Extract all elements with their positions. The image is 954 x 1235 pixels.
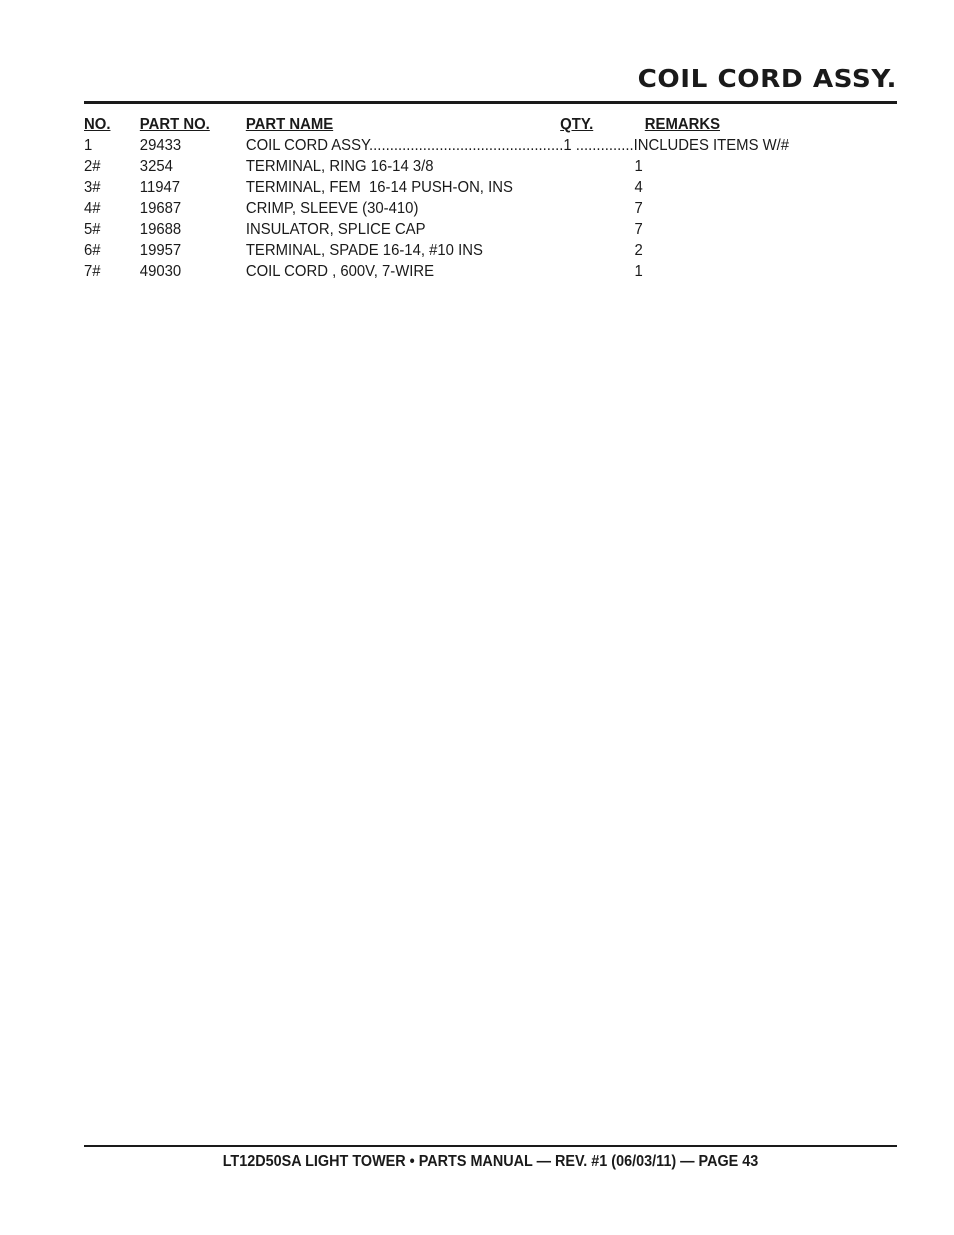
row-qty: 1 (634, 158, 643, 175)
table-row (84, 156, 840, 177)
page-footer: LT12D50SA LIGHT TOWER • PARTS MANUAL — REV. #1 (06/03/11) — PAGE 43 (222, 1153, 759, 1170)
page-title: COIL CORD ASSY. (637, 64, 897, 93)
row-qty: 2 (634, 242, 643, 259)
row-no: 3# (84, 179, 101, 196)
row-part-no: 29433 (139, 137, 182, 154)
row-remarks: INCLUDES ITEMS W/# (633, 137, 790, 154)
header-no: NO. (84, 116, 111, 133)
row-no: 5# (84, 221, 101, 238)
table-row (84, 135, 840, 156)
row-part-name: TERMINAL, FEM 16-14 PUSH-ON, INS (245, 179, 513, 196)
dot-leader: .............. (571, 137, 634, 154)
footer-rule (84, 1145, 897, 1147)
row-part-name-leader (245, 135, 790, 156)
row-part-no: 19687 (139, 200, 182, 217)
row-no: 4# (84, 200, 101, 217)
table-row (84, 177, 840, 198)
row-part-no: 19957 (139, 242, 182, 259)
row-part-name: TERMINAL, SPADE 16-14, #10 INS (245, 242, 483, 259)
row-no: 7# (84, 263, 101, 280)
table-row (84, 219, 840, 240)
table-header-row (84, 114, 840, 135)
row-no: 6# (84, 242, 101, 259)
row-part-no: 49030 (139, 263, 182, 280)
row-part-name: CRIMP, SLEEVE (30-410) (245, 200, 419, 217)
table-row (84, 240, 840, 261)
title-rule (84, 101, 897, 104)
header-remarks: REMARKS (644, 116, 721, 133)
table-row (84, 198, 840, 219)
row-part-no: 11947 (139, 179, 181, 196)
row-qty: 7 (634, 200, 643, 217)
row-part-name: COIL CORD ASSY. (245, 137, 374, 154)
header-part-name: PART NAME (245, 116, 334, 133)
row-qty: 4 (634, 179, 643, 196)
dot-leader: .............................................. (373, 137, 564, 154)
header-qty: QTY. (560, 116, 594, 133)
row-part-name: TERMINAL, RING 16-14 3/8 (245, 158, 434, 175)
parts-table (84, 114, 840, 282)
table-row (84, 261, 840, 282)
row-no: 2# (84, 158, 101, 175)
row-part-name: INSULATOR, SPLICE CAP (245, 221, 426, 238)
row-qty: 1 (563, 137, 572, 154)
row-qty: 1 (634, 263, 643, 280)
row-part-no: 19688 (139, 221, 182, 238)
row-qty: 7 (634, 221, 643, 238)
row-part-no: 3254 (139, 158, 173, 175)
row-part-name: COIL CORD , 600V, 7-WIRE (245, 263, 435, 280)
header-part-no: PART NO. (139, 116, 210, 133)
row-no: 1 (84, 137, 93, 154)
